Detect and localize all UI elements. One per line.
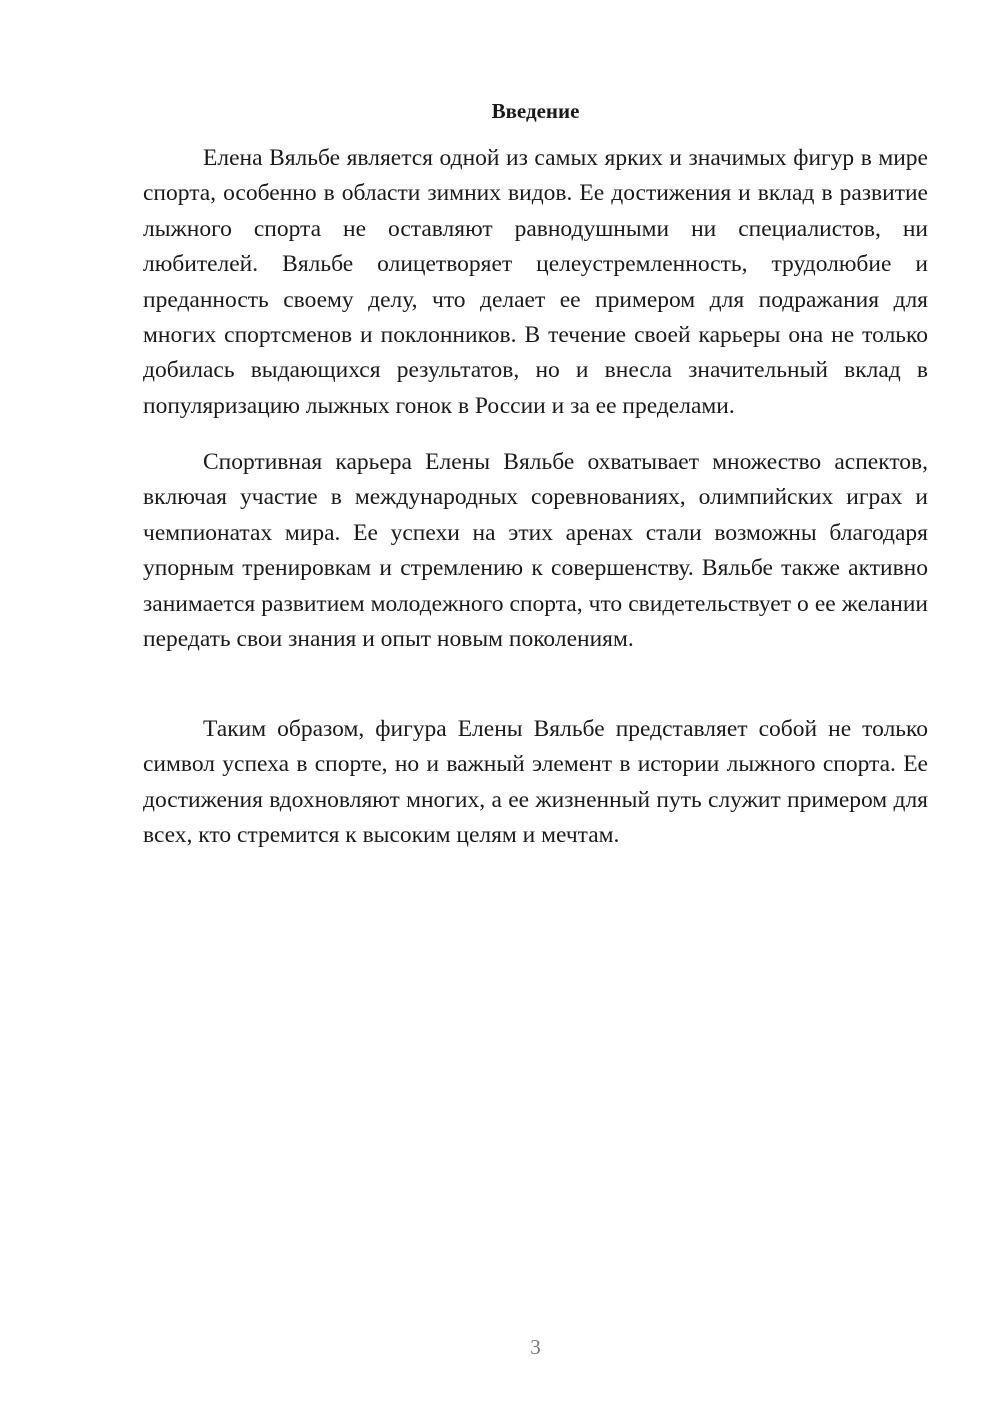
document-page [143, 0, 928, 1414]
paragraph-2: Спортивная карьера Елены Вяльбе охватывает множество аспектов, включая участие в международных соревнованиях, олимпийских играх и чемпионатах мира. Ее успехи на этих аренах стали возможны благодаря упорным тренировкам и стремлению к совершенству. Вяльбе также активно занимается развитием молодежного спорта, что свидетельствует о ее желании передать свои знания и опыт новым поколениям. [143, 449, 928, 653]
page-number: 3 [530, 1335, 541, 1359]
paragraph-1: Елена Вяльбе является одной из самых ярких и значимых фигур в мире спорта, особенно в области зимних видов. Ее достижения и вклад в развитие лыжного спорта не оставляют равнодушными ни специалистов, ни любителей. Вяльбе олицетворяет целеустремленность, трудолюбие и преданность своему делу, что делает ее примером для подражания для многих спортсменов и поклонников. В течение своей карьеры она не только добилась выдающихся результатов, но и внесла значительный вклад в популяризацию лыжных гонок в России и за ее пределами. [143, 145, 928, 419]
paragraph-3: Таким образом, фигура Елены Вяльбе представляет собой не только символ успеха в спорте, но и важный элемент в истории лыжного спорта. Ее достижения вдохновляют многих, а ее жизненный путь служит примером для всех, кто стремится к высоким целям и мечтам. [143, 716, 928, 849]
section-title: Введение [491, 99, 580, 123]
